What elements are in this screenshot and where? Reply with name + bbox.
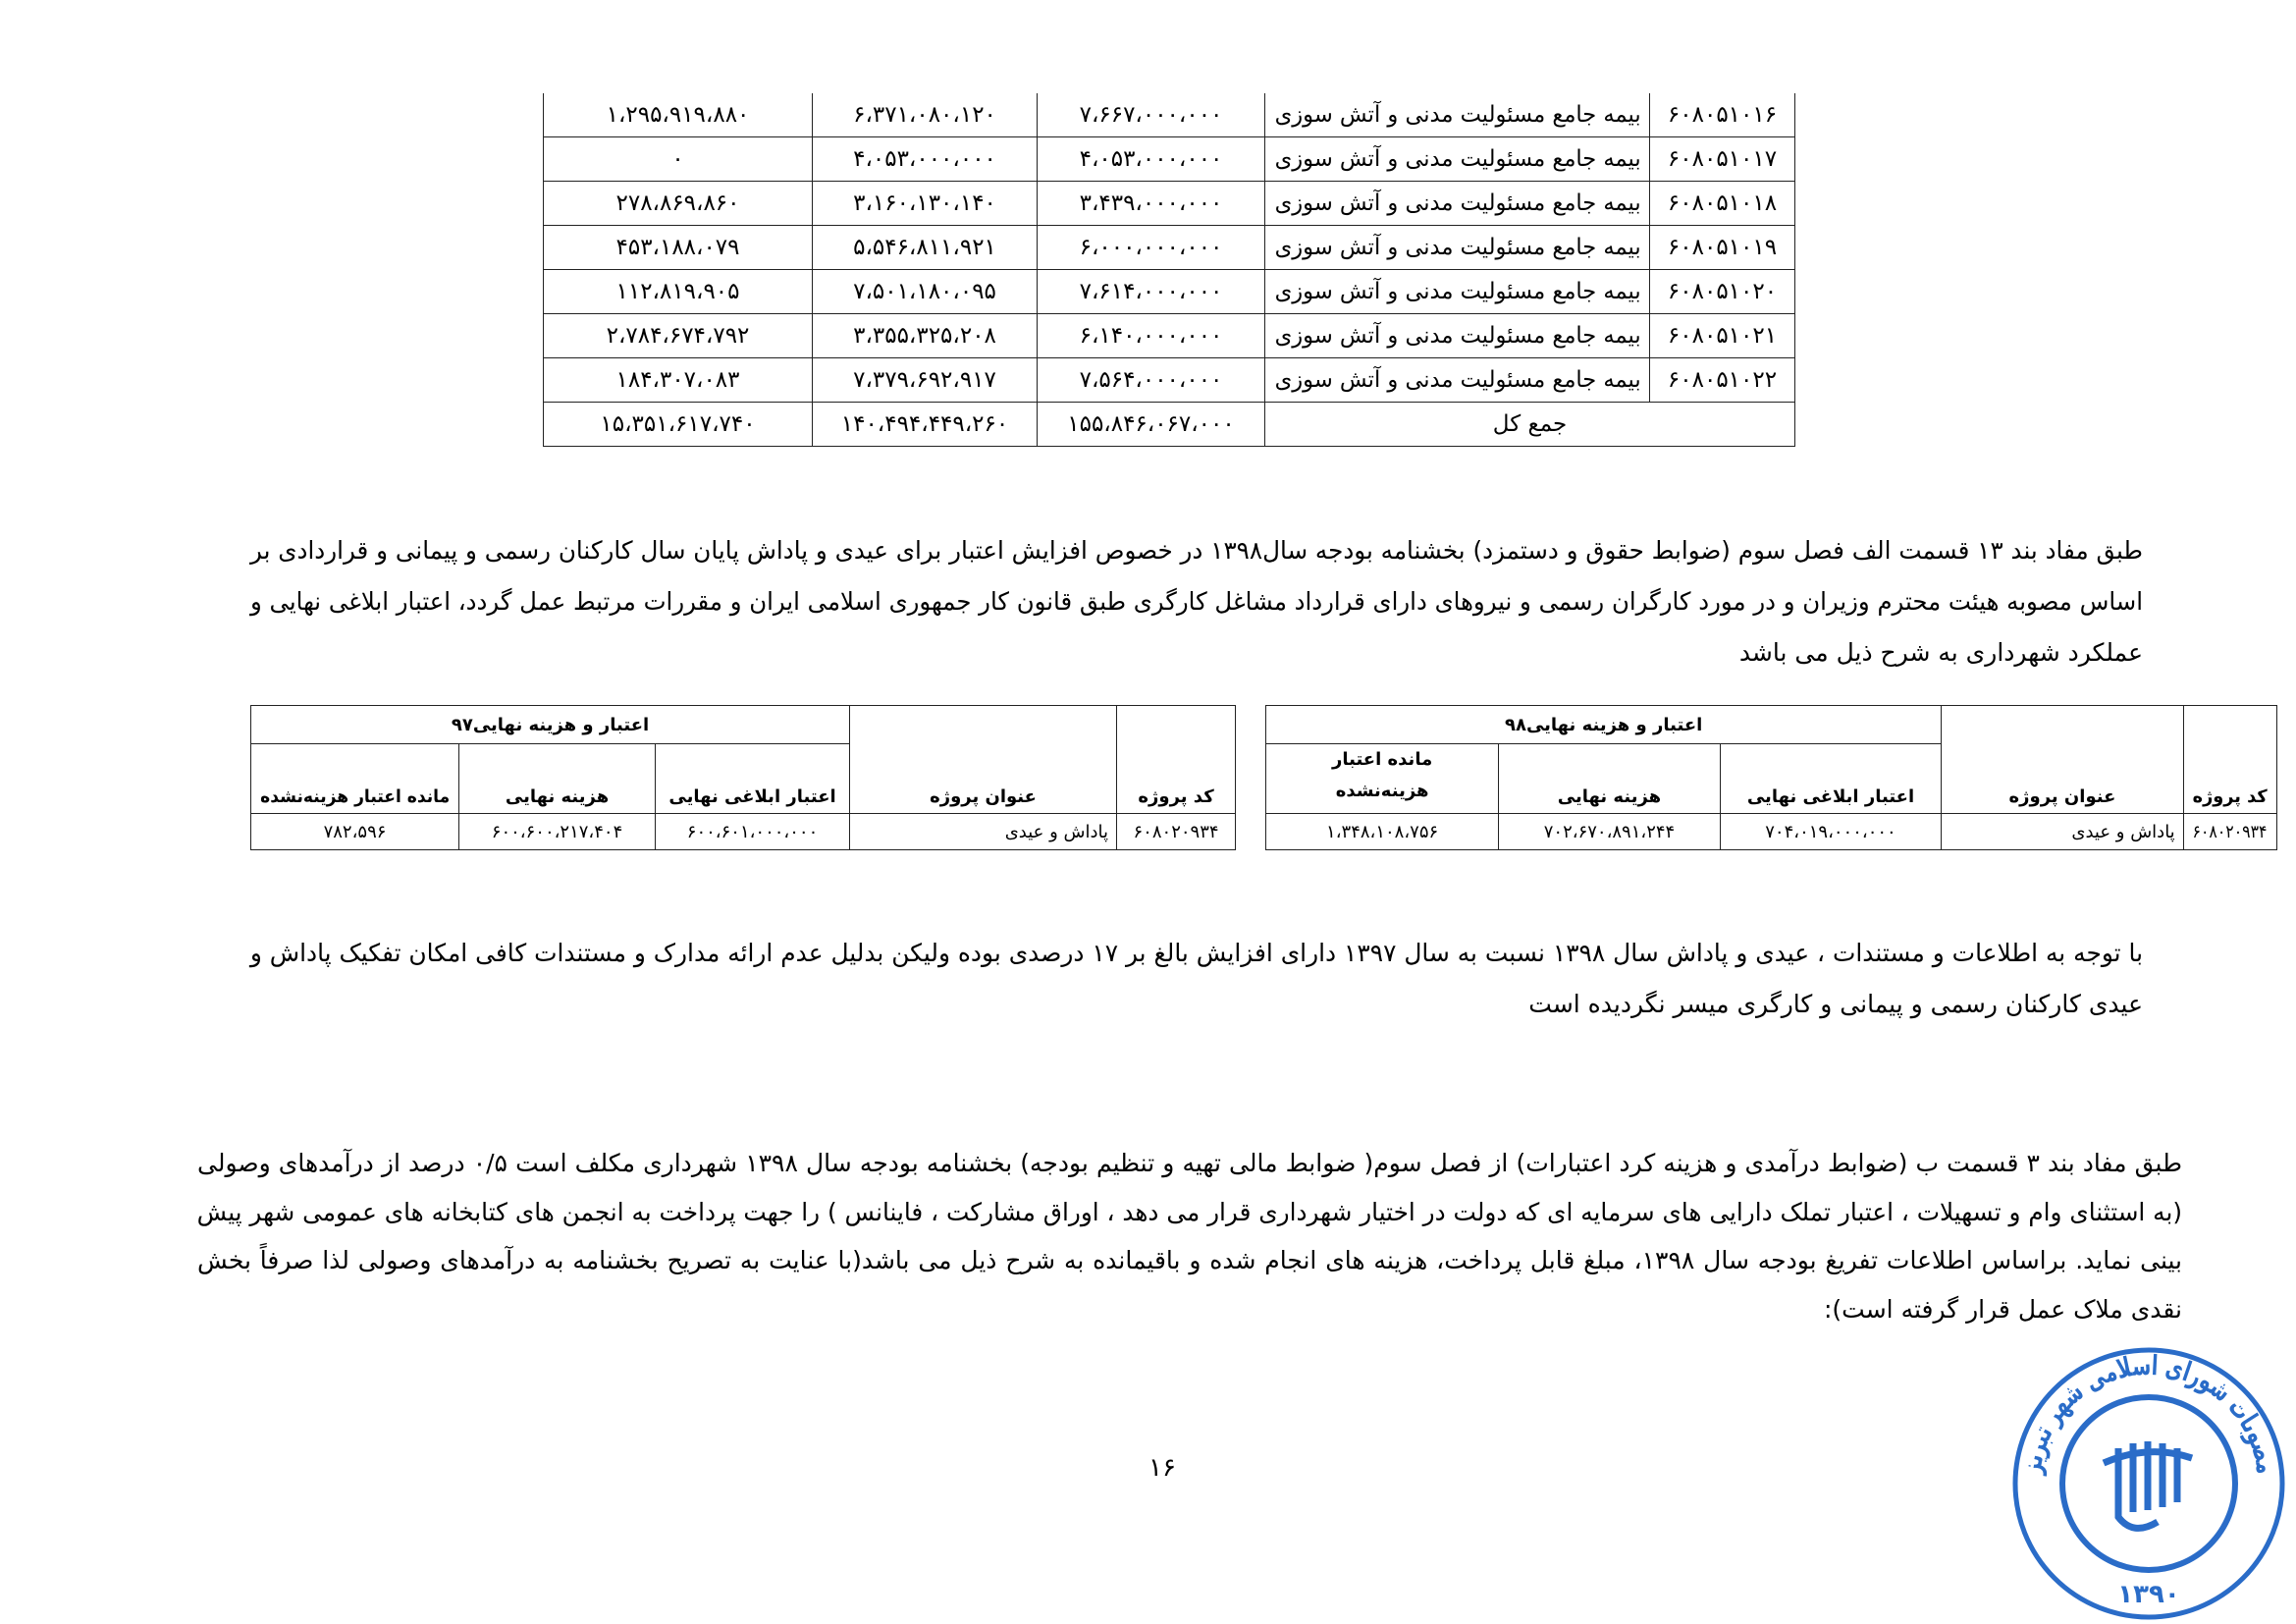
cell-remaining: ۴۵۳،۱۸۸،۰۷۹ (615, 235, 740, 260)
table-row (544, 226, 1795, 270)
paragraph-line: نقدی ملاک عمل قرار گرفته است): (1824, 1294, 2182, 1324)
cell-code: ۶۰۸۰۵۱۰۱۶ (1667, 102, 1778, 128)
cell-code: ۶۰۸۰۵۱۰۱۹ (1667, 235, 1778, 260)
header-project-code-cell (1117, 706, 1236, 814)
header-remaining (1266, 744, 1499, 814)
cell-remaining-box (544, 314, 813, 358)
cell-code-box (2183, 814, 2276, 850)
cell-title-box (1265, 226, 1650, 270)
table-row (544, 93, 1795, 137)
cell-remaining: ۷۸۲،۵۹۶ (323, 821, 387, 842)
cell-title-box (1265, 314, 1650, 358)
header-final-credit: اعتبار ابلاغی نهایی (1746, 786, 1915, 807)
header-project-title-cell (1942, 706, 2183, 814)
header-final-cost: هزینه نهایی (505, 786, 610, 807)
header-remaining-line2: هزینه‌نشده (1335, 781, 1429, 801)
cell-credit-box (1720, 814, 1942, 850)
cell-credit-box (1038, 314, 1265, 358)
total-label: جمع کل (1492, 411, 1568, 437)
cell-code-box (1650, 226, 1795, 270)
cell-title-box (1265, 270, 1650, 314)
cell-cost: ۳،۳۵۵،۳۲۵،۲۰۸ (853, 323, 996, 349)
cell-code: ۶۰۸۰۵۱۰۱۸ (1667, 190, 1778, 216)
seal-year: ۱۳۹۰ (2117, 1580, 2180, 1609)
cell-title: بیمه جامع مسئولیت مدنی و آتش سوزی (1274, 190, 1641, 216)
cell-remaining: ۱۸۴،۳۰۷،۰۸۳ (615, 367, 740, 393)
cell-remaining-box (544, 182, 813, 226)
seal-text: مصوبات شورای اسلامی شهر تبریز (2014, 1348, 2284, 1482)
seal-emblem (2104, 1441, 2192, 1528)
cell-credit: ۶۰۰،۶۰۱،۰۰۰،۰۰۰ (686, 821, 819, 842)
cell-remaining: ۰ (671, 146, 684, 172)
paragraph-bonus-analysis (250, 928, 2143, 1030)
cell-credit: ۳،۴۳۹،۰۰۰،۰۰۰ (1079, 190, 1223, 216)
cell-remaining-box (251, 814, 459, 850)
cell-cost-box (813, 270, 1038, 314)
cell-code-box (1650, 182, 1795, 226)
header-project-title-cell (850, 706, 1117, 814)
table-row (544, 137, 1795, 182)
total-cost: ۱۴۰،۴۹۴،۴۴۹،۲۶۰ (840, 411, 1009, 437)
cell-title: بیمه جامع مسئولیت مدنی و آتش سوزی (1274, 279, 1641, 304)
paragraph-line: با توجه به اطلاعات و مستندات ، عیدی و پاداش سال ۱۳۹۸ نسبت به سال ۱۳۹۷ دارای افزایش بالغ بر ۱۷ درصدی بوده ولیکن بدلیل عدم ارائه مدارک و مستندات کافی امکان تفکیک پاداش و (249, 939, 2143, 967)
page-number: ۱۶ (1148, 1453, 1176, 1483)
cell-cost: ۵،۵۴۶،۸۱۱،۹۲۱ (853, 235, 996, 260)
cell-credit: ۶،۱۴۰،۰۰۰،۰۰۰ (1079, 323, 1223, 349)
total-credit-box (1038, 403, 1265, 447)
cell-cost-box (1499, 814, 1721, 850)
cell-credit-box (1038, 226, 1265, 270)
cell-cost: ۷،۳۷۹،۶۹۲،۹۱۷ (853, 367, 996, 393)
table-row (544, 358, 1795, 403)
cell-code: ۶۰۸۰۲۰۹۳۴ (2192, 821, 2268, 842)
header-project-title: عنوان پروژه (2008, 786, 2116, 807)
cell-cost: ۷،۵۰۱،۱۸۰،۰۹۵ (853, 279, 996, 304)
cell-code: ۶۰۸۰۵۱۰۱۷ (1667, 146, 1778, 172)
cell-cost: ۷۰۲،۶۷۰،۸۹۱،۲۴۴ (1543, 821, 1676, 842)
header-remaining-line1: مانده اعتبار (1331, 749, 1433, 770)
paragraph-library-contribution (197, 1139, 2182, 1333)
cell-code: ۶۰۸۰۵۱۰۲۰ (1667, 279, 1778, 304)
cell-credit: ۷،۶۶۷،۰۰۰،۰۰۰ (1079, 102, 1223, 128)
table-bonus-98 (1265, 705, 2277, 850)
cell-title: بیمه جامع مسئولیت مدنی و آتش سوزی (1274, 102, 1641, 128)
group-header: اعتبار و هزینه نهایی۹۷ (451, 714, 650, 735)
header-project-code: کد پروژه (1138, 786, 1214, 807)
cell-remaining-box (544, 270, 813, 314)
cell-credit: ۷۰۴،۰۱۹،۰۰۰،۰۰۰ (1765, 821, 1896, 842)
cell-cost-box (813, 93, 1038, 137)
cell-title-box (1942, 814, 2183, 850)
header-project-title: عنوان پروژه (930, 786, 1037, 807)
cell-cost-box (813, 358, 1038, 403)
table-row (544, 314, 1795, 358)
total-remaining: ۱۵،۳۵۱،۶۱۷،۷۴۰ (600, 411, 756, 437)
header-final-cost-cell (1499, 744, 1721, 814)
paragraph-line: طبق مفاد بند ۳ قسمت ب (ضوابط درآمدی و هزینه کرد اعتبارات) از فصل سوم( ضوابط مالی تهیه و تنظیم بودجه) بخشنامه بودجه سال ۱۳۹۸ شهرداری مکلف است ۰/۵ درصد از درآمدهای وصولی (197, 1149, 2182, 1177)
cell-remaining: ۲،۷۸۴،۶۷۴،۷۹۲ (606, 323, 750, 349)
header-final-cost: هزینه نهایی (1557, 786, 1662, 807)
cell-code-box (1650, 270, 1795, 314)
cell-credit: ۷،۵۶۴،۰۰۰،۰۰۰ (1079, 367, 1223, 393)
cell-cost: ۶۰۰،۶۰۰،۲۱۷،۴۰۴ (491, 821, 623, 842)
header-project-code: کد پروژه (2192, 786, 2268, 807)
cell-credit: ۴،۰۵۳،۰۰۰،۰۰۰ (1079, 146, 1223, 172)
cell-code-box (1650, 137, 1795, 182)
cell-cost: ۳،۱۶۰،۱۳۰،۱۴۰ (853, 190, 996, 216)
cell-credit: ۶،۰۰۰،۰۰۰،۰۰۰ (1079, 235, 1223, 260)
group-header-cell (251, 706, 850, 744)
table-row (544, 270, 1795, 314)
cell-code-box (1650, 358, 1795, 403)
cell-credit-box (1038, 137, 1265, 182)
paragraph-line: بینی نماید. براساس اطلاعات تفریغ بودجه سال ۱۳۹۸، مبلغ قابل پرداخت، هزینه های انجام شده و باقیمانده به شرح ذیل می باشد(با عنایت به تصریح بخشنامه به درآمدهای وصولی لذا صرفاً بخش (197, 1246, 2182, 1274)
cell-remaining-box (1266, 814, 1499, 850)
cell-credit-box (1038, 270, 1265, 314)
cell-remaining-box (544, 137, 813, 182)
total-cost-box (813, 403, 1038, 447)
paragraph-line: (به استثنای وام و تسهیلات ، اعتبار تملک دارایی های سرمایه ای که دولت در اختیار شهرداری قرار می دهد ، اوراق مشارکت ، فاینانس ) را جهت پرداخت به انجمن های کتابخانه های عمومی شهر پیش (196, 1197, 2182, 1226)
paragraph-line: عملکرد شهرداری به شرح ذیل می باشد (1738, 638, 2143, 667)
cell-code-box (1650, 314, 1795, 358)
cell-credit-box (656, 814, 850, 850)
cell-cost-box (813, 182, 1038, 226)
cell-cost-box (813, 314, 1038, 358)
table-bonus-97 (250, 705, 1236, 850)
table-row (544, 182, 1795, 226)
cell-title: بیمه جامع مسئولیت مدنی و آتش سوزی (1274, 367, 1641, 393)
cell-title: بیمه جامع مسئولیت مدنی و آتش سوزی (1274, 323, 1641, 349)
cell-title-box (1265, 182, 1650, 226)
cell-title: بیمه جامع مسئولیت مدنی و آتش سوزی (1274, 146, 1641, 172)
cell-title: بیمه جامع مسئولیت مدنی و آتش سوزی (1274, 235, 1641, 260)
header-final-credit-cell (1720, 744, 1942, 814)
table-row (251, 814, 1236, 850)
cell-title: پاداش و عیدی (1004, 821, 1109, 842)
header-remaining-cell (251, 744, 459, 814)
total-credit: ۱۵۵،۸۴۶،۰۶۷،۰۰۰ (1067, 411, 1235, 437)
total-row (544, 403, 1795, 447)
cell-remaining-box (544, 226, 813, 270)
cell-cost-box (813, 137, 1038, 182)
header-project-code-cell (2183, 706, 2276, 814)
cell-remaining: ۱۱۲،۸۱۹،۹۰۵ (615, 279, 740, 304)
cell-title-box (1265, 137, 1650, 182)
group-header: اعتبار و هزینه نهایی۹۸ (1504, 714, 1703, 735)
cell-cost-box (459, 814, 656, 850)
cell-cost: ۴،۰۵۳،۰۰۰،۰۰۰ (853, 146, 996, 172)
cell-remaining: ۱،۲۹۵،۹۱۹،۸۸۰ (606, 102, 750, 128)
cell-code-box (1650, 93, 1795, 137)
cell-remaining-box (544, 358, 813, 403)
cell-title-box (850, 814, 1117, 850)
total-remaining-box (544, 403, 813, 447)
header-final-credit: اعتبار ابلاغی نهایی (668, 786, 836, 807)
cell-credit-box (1038, 93, 1265, 137)
cell-code: ۶۰۸۰۵۱۰۲۱ (1667, 323, 1778, 349)
cell-remaining: ۲۷۸،۸۶۹،۸۶۰ (615, 190, 740, 216)
cell-credit-box (1038, 358, 1265, 403)
council-seal-stamp (2010, 1345, 2287, 1622)
paragraph-bonus-regulation (250, 525, 2143, 678)
cell-title: پاداش و عیدی (2071, 821, 2175, 842)
paragraph-line: اساس مصوبه هیئت محترم وزیران و در مورد کارگران رسمی و نیروهای دارای قرارداد مشاغل کارگری طبق قانون کار جمهوری اسلامی ایران و مقررات مرتبط عمل گردد، اعتبار ابلاغی نهایی و (250, 587, 2143, 616)
cell-credit-box (1038, 182, 1265, 226)
total-label-box (1265, 403, 1795, 447)
cell-credit: ۷،۶۱۴،۰۰۰،۰۰۰ (1079, 279, 1223, 304)
paragraph-line: طبق مفاد بند ۱۳ قسمت الف فصل سوم (ضوابط حقوق و دستمزد) بخشنامه بودجه سال۱۳۹۸ در خصوص افزایش اعتبار برای عیدی و پاداش پایان سال کارکنان رسمی و پیمانی و قراردادی بر (250, 536, 2144, 565)
cell-code: ۶۰۸۰۵۱۰۲۲ (1667, 367, 1778, 393)
header-final-credit-cell (656, 744, 850, 814)
cell-remaining-box (544, 93, 813, 137)
table-row (1266, 814, 2277, 850)
cell-title-box (1265, 93, 1650, 137)
cell-cost: ۶،۳۷۱،۰۸۰،۱۲۰ (853, 102, 996, 128)
cell-cost-box (813, 226, 1038, 270)
header-final-cost-cell (459, 744, 656, 814)
insurance-budget-table (543, 93, 1795, 447)
cell-title-box (1265, 358, 1650, 403)
cell-code: ۶۰۸۰۲۰۹۳۴ (1133, 821, 1219, 842)
cell-remaining: ۱،۳۴۸،۱۰۸،۷۵۶ (1326, 821, 1439, 842)
header-remaining: مانده اعتبار هزینه‌نشده (260, 786, 451, 807)
cell-code-box (1117, 814, 1236, 850)
paragraph-line: عیدی کارکنان رسمی و پیمانی و کارگری میسر نگردیده است (1528, 990, 2143, 1018)
group-header-cell (1266, 706, 1942, 744)
